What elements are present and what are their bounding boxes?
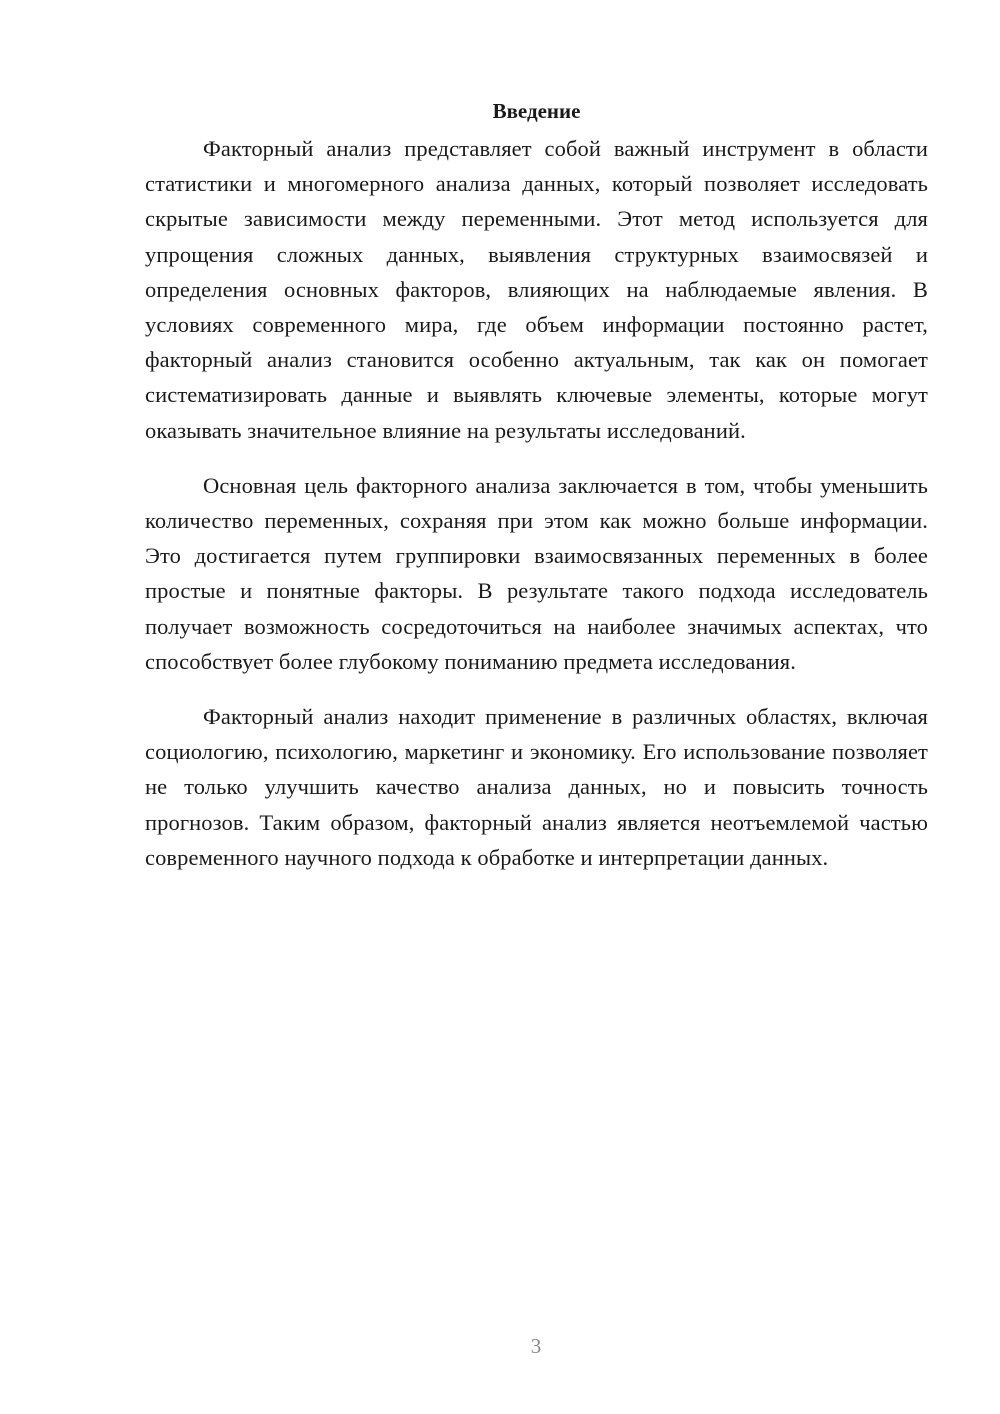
page-number: 3 — [530, 1334, 542, 1358]
paragraph-applications: Факторный анализ находит применение в различных областях, включая социологию, психологию, маркетинг и экономику. Его использование позволяет не только улучшить качество анализа данных, но и повысить точность прогнозов. Таким образом, факторный анализ является неотъемлемой частью современного научного подхода к обработке и интерпретации данных. — [145, 704, 928, 870]
section-heading: Введение — [492, 99, 581, 123]
paragraph-intro: Факторный анализ представляет собой важный инструмент в области статистики и многомерного анализа данных, который позволяет исследовать скрытые зависимости между переменными. Этот метод используется для упрощения сложных данных, выявления структурных взаимосвязей и определения основных факторов, влияющих на наблюдаемые явления. В условиях современного мира, где объем информации постоянно растет, факторный анализ становится особенно актуальным, так как он помогает систематизировать данные и выявлять ключевые элементы, которые могут оказывать значительное влияние на результаты исследований. — [145, 136, 928, 443]
paragraph-goal: Основная цель факторного анализа заключается в том, чтобы уменьшить количество переменных, сохраняя при этом как можно больше информации. Это достигается путем группировки взаимосвязанных переменных в более простые и понятные факторы. В результате такого подхода исследователь получает возможность сосредоточиться на наиболее значимых аспектах, что способствует более глубокому пониманию предмета исследования. — [145, 472, 928, 674]
page-content — [145, 96, 928, 895]
